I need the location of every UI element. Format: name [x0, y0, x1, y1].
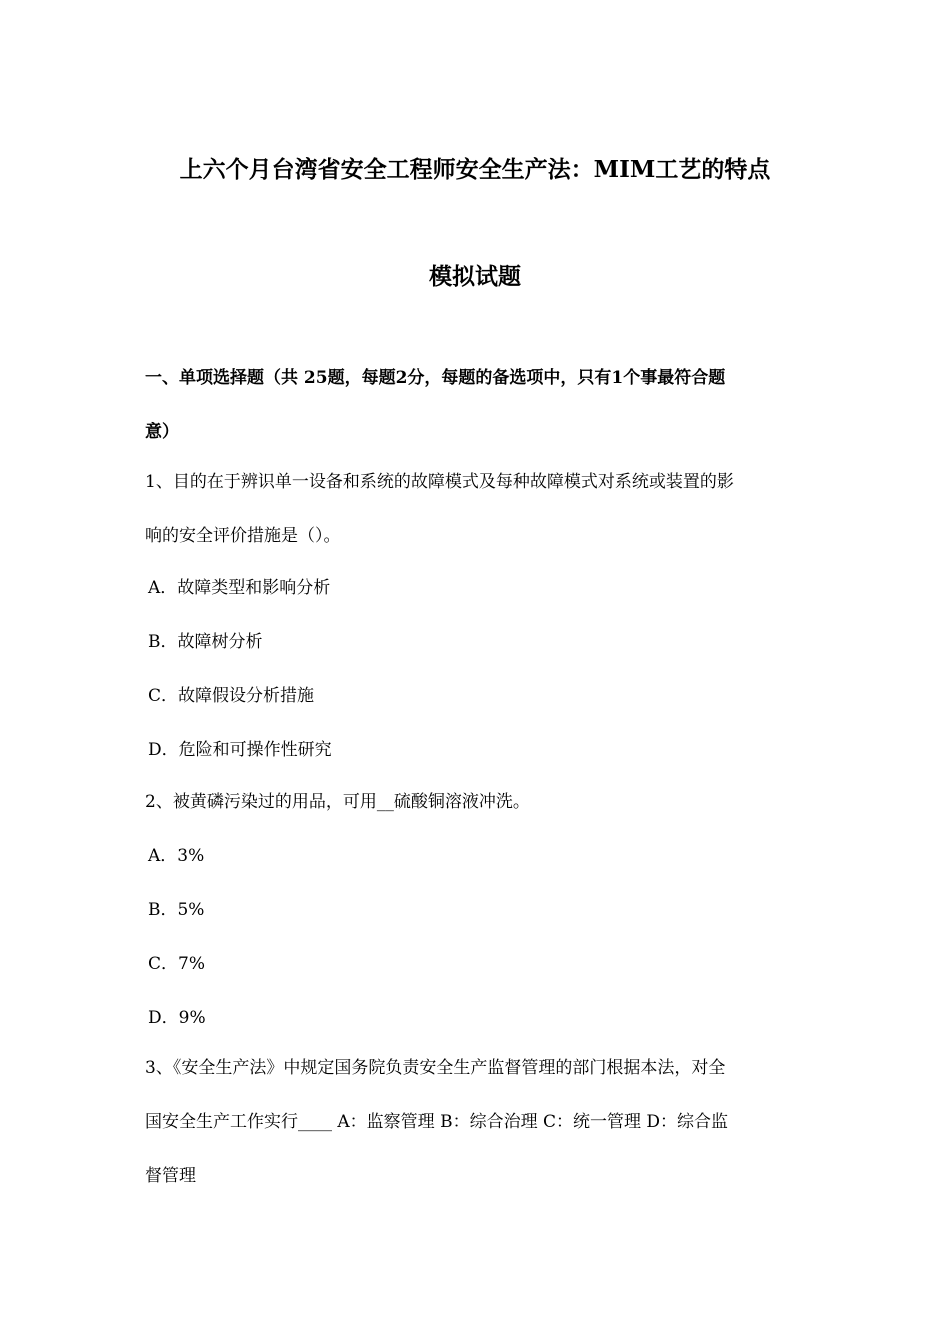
question-2-option-b: B．5%: [148, 900, 205, 920]
question-1-option-c: C．故障假设分析措施: [148, 686, 315, 706]
document-title-line-2: 模拟试题: [429, 263, 521, 290]
document-title-line-1: 上六个月台湾省安全工程师安全生产法：MIM工艺的特点: [179, 156, 771, 183]
question-2-option-d: D．9%: [148, 1008, 206, 1028]
question-1-stem-line-1: 1、目的在于辨识单一设备和系统的故障模式及每种故障模式对系统或装置的影: [145, 472, 734, 492]
question-1-option-b: B．故障树分析: [148, 632, 263, 652]
question-2-stem: 2、被黄磷污染过的用品，可用__硫酸铜溶液冲洗。: [145, 792, 530, 812]
question-2-option-a: A．3%: [148, 846, 205, 866]
question-1-stem-line-2: 响的安全评价措施是（）。: [145, 526, 341, 546]
section-heading-line-2: 意）: [145, 422, 179, 442]
question-1-option-d: D．危险和可操作性研究: [148, 740, 332, 760]
question-3-stem-line-3: 督管理: [145, 1166, 196, 1186]
question-3-stem-line-1: 3、《安全生产法》中规定国务院负责安全生产监督管理的部门根据本法，对全: [145, 1058, 726, 1078]
question-2-option-c: C．7%: [148, 954, 205, 974]
section-heading-line-1: 一、单项选择题（共 25题，每题2分，每题的备选项中，只有1个事最符合题: [145, 368, 726, 388]
question-3-stem-line-2: 国安全生产工作实行____ A：监察管理 B：综合治理 C：统一管理 D：综合监: [145, 1112, 729, 1132]
question-1-option-a: A．故障类型和影响分析: [148, 578, 331, 598]
